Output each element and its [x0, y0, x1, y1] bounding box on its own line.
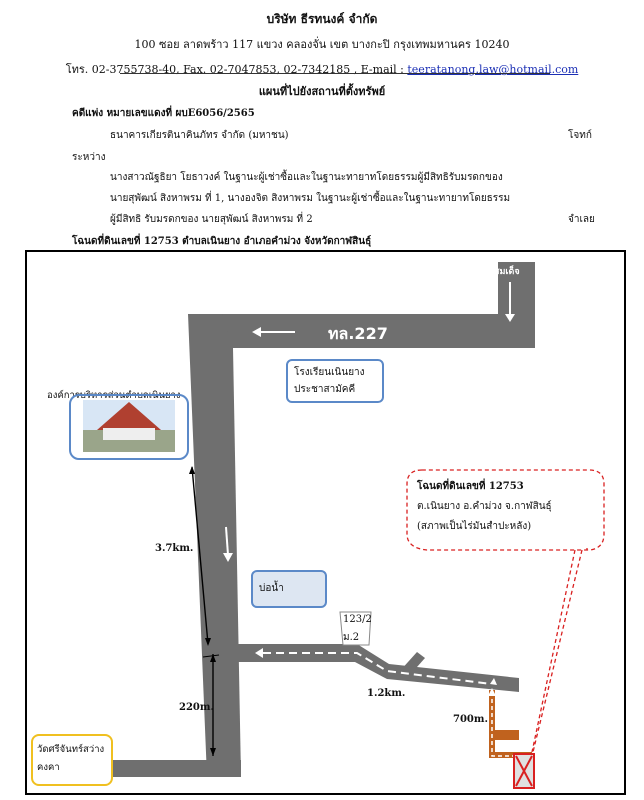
temple-line-1: วัดศรีจันทร์สว่าง — [37, 744, 105, 755]
defendant-line-2: นายสุพัฒน์ สิงหาพรม ที่ 1, นางองจิต สิงหาพรม ในฐานะผู้เช่าซื้อและในฐานะทายาทโดยธรรม — [110, 193, 511, 204]
deed-line: โฉนดที่ดินเลขที่ 12753 ตำบลเนินยาง อำเภอคำม่วง จังหวัดกาฬสินธุ์ — [72, 236, 372, 247]
distance-220m: 220m. — [179, 702, 214, 713]
label-to-somdet: สมเด็จ — [494, 267, 520, 277]
company-contact — [0, 60, 644, 78]
plaintiff-role: โจทก์ — [568, 130, 592, 141]
house-number-2: ม.2 — [343, 632, 360, 643]
pond-box — [251, 570, 327, 608]
temple-box — [31, 734, 113, 786]
contact-phone-fax: โทร. 02-3755738-40, Fax. 02-7047853, 02-7342185 , E-mail : — [65, 63, 408, 76]
access-path-dashes — [492, 692, 522, 756]
school-line-1: โรงเรียนเนินยาง — [294, 367, 365, 378]
temple-line-2: คงคา — [37, 762, 60, 773]
pond-label: บ่อน้ำ — [259, 583, 284, 594]
header-rule — [120, 73, 550, 74]
plot-callout-pointer-b — [533, 550, 582, 752]
location-map — [25, 250, 626, 795]
between-label: ระหว่าง — [72, 152, 106, 163]
email-link[interactable]: teeratanong.law@hotmail.com — [407, 63, 579, 76]
plot-line-2: ต.เนินยาง อ.คำม่วง จ.กาฬสินธุ์ — [417, 501, 552, 512]
plot-line-1: โฉนดที่ดินเลขที่ 12753 — [417, 481, 524, 492]
company-name: บริษัท ธีรทนงค์ จำกัด — [266, 12, 378, 26]
plot-callout-text — [417, 477, 601, 537]
defendant-line-1: นางสาวณัฐธิยา โยธาวงค์ ในฐานะผู้เช่าซื้อและในฐานะทายาทโดยธรรมผู้มีสิทธิรับมรดกของ — [110, 172, 503, 183]
label-highway: ทล.227 — [328, 324, 388, 343]
case-number: คดีแพ่ง หมายเลขแดงที่ ผบE6056/2565 — [72, 108, 255, 119]
plaintiff-name: ธนาคารเกียรตินาคินภัทร จำกัด (มหาชน) — [110, 130, 289, 141]
school-box — [286, 359, 384, 403]
label-sao: องค์การบริหารส่วนตำบลเนินยาง — [47, 390, 181, 401]
company-address: 100 ซอย ลาดพร้าว 117 แขวง คลองจั่น เขต บางกะปิ กรุงเทพมหานคร 10240 — [134, 38, 510, 51]
side-road-east — [233, 644, 519, 692]
sao-box — [69, 394, 189, 460]
distance-3.7km: 3.7km. — [155, 543, 194, 554]
road-to-temple — [113, 760, 241, 777]
defendant-line-3: ผู้มีสิทธิ รับมรดกของ นายสุพัฒน์ สิงหาพรม ที่ 2 — [110, 214, 313, 225]
defendant-role: จำเลย — [568, 214, 595, 225]
distance-700m: 700m. — [453, 714, 488, 725]
house-number-1: 123/2 — [343, 614, 372, 625]
access-path — [489, 690, 532, 758]
dimension-3.7km-top — [189, 466, 195, 474]
distance-1.2km: 1.2km. — [367, 688, 406, 699]
doc-title: แผนที่ไปยังสถานที่ตั้งทรัพย์ — [258, 85, 386, 98]
plot-line-3: (สภาพเป็นไร่มันสำปะหลัง) — [417, 521, 532, 532]
school-line-2: ประชาสามัคคี — [294, 384, 356, 395]
